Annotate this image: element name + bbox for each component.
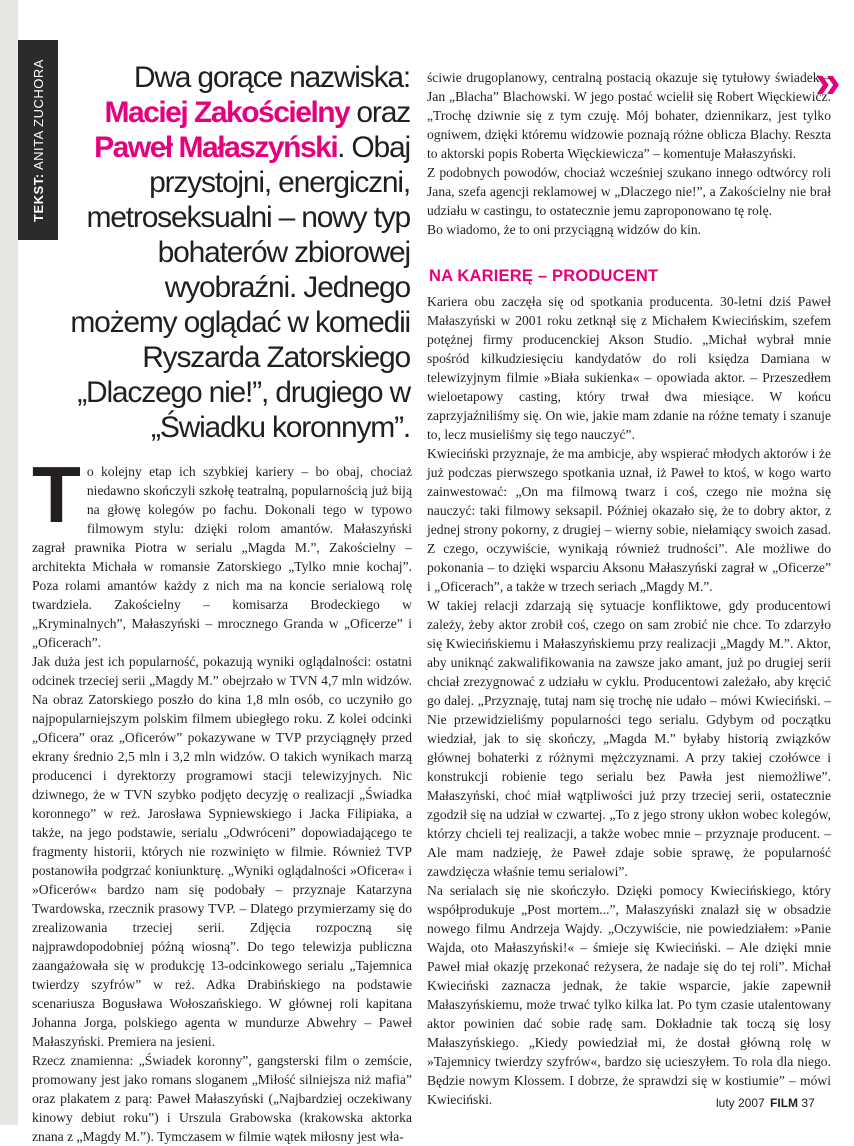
right-column-top bbox=[427, 68, 831, 239]
body-paragraph: Na serialach się nie skończyło. Dzięki pomocy Kwiecińskiego, który współprodukuje „Post mortem...”, Małaszyński znalazł się w obsadzie nowego filmu Andrzeja Wajdy. „Oczywiście, nie powiedziałem: »Panie Wajda, oto Małaszyński!« – śmieje się Kwieciński. – Ale dzięki mnie Paweł miał okazję przekonać reżysera, że nadaje się do tej roli”. Michał Kwieciński zaznacza jednak, że takie wsparcie, jakie zapewnił Małaszyńskiemu, może trwać tylko kilka lat. Po tym czasie utalentowany aktor powinien dać sobie radę sam. Dokładnie tak toczą się losy Małaszyńskiego. „Kiedy powiedział mi, że dostał główną rolę w »Tajemnicy twierdzy szyfrów«, bardzo się ucieszyłem. To rola dla niego. Będzie nowym Klossem. I dobrze, że sprawdzi się w kostiumie” – mówi Kwieciński. bbox=[427, 883, 831, 1107]
author-tab bbox=[18, 40, 58, 240]
next-page-arrows-icon[interactable]: » bbox=[815, 55, 841, 107]
name-malaszynski: Paweł Małaszyński bbox=[94, 131, 338, 164]
body-paragraph: W takiej relacji zdarzają się sytuacje konfliktowe, gdy producentowi zależy, żeby aktor zrobił coś, czego on sam zrobić nie chce. To zdarzyło się Kwiecińskiemu i Małaszyńskiemu przy realizacji „Magdy M.”. Aktor, aby uniknąć zakwalifikowania na zawsze jako amant, już po drugiej serii chciał zrezygnować z udziału w cyklu. Producentowi zależało, aby kręcić go dalej. „Przyznaję, tutaj nam się trochę nie udało – mówi Kwieciński. – Nie przewidzieliśmy popularności tego serialu. Gdybym od początku wiedział, jak to się skończy, „Magda M.” byłaby historią związków głównej bohaterki z różnymi mężczyznami. A przy takiej czołówce i konstrukcji robienie tego serialu bez Pawła jest niemożliwe”. Małaszyński, choć miał wątpliwości już przy trzeciej serii, ostatecznie zgodził się na udział w czwartej. „To z jego strony ukłon wobec kolegów, którzy chcieli tej realizacji, a także wobec mnie – przyznaje producent. – Ale mam nadzieję, że Paweł zdaje sobie sprawę, że popularność zawdzięcza właśnie temu serialowi”. bbox=[427, 598, 831, 879]
page-footer bbox=[716, 1096, 815, 1110]
issue-date: luty 2007 bbox=[716, 1096, 765, 1110]
page-edge-strip bbox=[0, 0, 18, 1125]
name-zakoscielny: Maciej Zakościelny bbox=[104, 96, 350, 129]
first-paragraph: To kolejny etap ich szybkiej kariery – bo obaj, chociaż niedawno skończyli szkołę teatralną, popularnością już biją na głowę kolegów po fachu. Dokonali tego w typowo filmowym stylu: dzięki rolom amantów. Małaszyński zagrał prawnika Piotra w serialu „Magda M.”, Zakościelny – architekta Michała w romansie Zatorskiego „Tylko mnie kochaj”. Poza rolami amantów każdy z nich ma na koncie serialową rolę twardziela. Zakościelny – komisarza Brodeckiego w „Kryminalnych”, Małaszyński – mrocznego Granda w „Oficerze” i „Oficerach”. bbox=[32, 450, 412, 650]
body-paragraph: Rzecz znamienna: „Świadek koronny”, gangsterski film o zemście, promowany jest jako romans sloganem „Miłość silniejsza niż mafia” oraz plakatem z parą: Paweł Małaszyński („Najbardziej oczekiwany kinowy debiut roku”) i Urszula Grabowska (krakowska aktorka znana z „Magdy M.”). Tymczasem w filmie wątek miłosny jest wła- bbox=[32, 1053, 412, 1144]
body-paragraph: Jak duża jest ich popularność, pokazują wyniki oglądalności: ostatni odcinek trzeciej serii „Magdy M.” obejrzało w TVN 4,7 mln widzów. Na obraz Zatorskiego poszło do kina 1,8 mln osób, co uczyniło go najpopularniejszym polskim filmem ubiegłego roku. Z kolei odcinki „Oficera” oraz „Oficerów” pokazywane w TVP przyciągnęły przed ekrany średnio 2,5 mln i 3,2 mln widzów. O takich wynikach marzą producenci i dyrektorzy programowi stacji telewizyjnych. Nic dziwnego, że w TVN szybko podjęto decyzję o realizacji „Świadka koronnego” w reż. Jarosława Sypniewskiego i Jacka Filipiaka, a także, na jego podstawie, serialu „Odwróceni” dopowiadającego te fragmenty historii, których nie rozwinięto w filmie. Również TVP postanowiła podgrzać koniunkturę. „Wyniki oglądalności »Oficera« i »Oficerów« bardzo nam się podobały – przyznaje Katarzyna Twardowska, rzecznik prasowy TVP. – Dlatego przymierzamy się do zrealizowania trzeciej serii. Zdjęcia rozpoczną się najprawdopodobniej późną wiosną”. Do tego telewizja publiczna zaangażowała się w produkcję 13-odcinkowego serialu „Tajemnica twierdzy szyfrów” w reż. Adka Drabińskiego na podstawie scenariusza Bogusława Wołoszańskiego. W głównej roli kapitana Johanna Jorga, polskiego agenta w mundurze Abwehry – Paweł Małaszyński. Premiera na jesieni. bbox=[32, 654, 412, 1049]
body-paragraph: Z podobnych powodów, chociaż wcześniej szukano innego odtwórcy roli Jana, szefa agencji reklamowej w „Dlaczego nie!”, a Zakościelny nie brał udziału w castingu, to ostatecznie jemu zaproponowano tę rolę. bbox=[427, 165, 831, 218]
body-paragraph: Kwieciński przyznaje, że ma ambicje, aby wspierać młodych aktorów i że już podczas pierwszego spotkania uznał, iż Paweł to ktoś, w kogo warto zainwestować: „On ma filmową twarz i coś, czego nie można się nauczyć: taki filmowy seksapil. Później okazało się, że to dobry aktor, z jednej strony pokorny, z drugiej – wierny sobie, niełamiący swoich zasad. Z czego, oczywiście, wynikają również trudności”. Ale możliwe do pokonania – to dzięki wsparciu Aksonu Małaszyński zagrał w „Oficerze” i „Oficerach”, a także w trzech seriach „Magdy M.”. bbox=[427, 446, 831, 594]
dropcap-letter: T bbox=[32, 450, 81, 539]
right-column-body bbox=[427, 292, 831, 1109]
lead-paragraph: Dwa gorące nazwiska: Maciej Zakościelny oraz Paweł Małaszyński. Obaj przystojni, energiczni, metroseksualni – nowy typ bohaterów zbiorowej wyobraźni. Jednego możemy oglądać w komedii Ryszarda Zatorskiego „Dlaczego nie!”, drugiego w „Świadku koronnym”. bbox=[70, 61, 410, 444]
author-credit: TEKST: ANITA ZUCHORA bbox=[30, 58, 46, 222]
page-number: 37 bbox=[801, 1096, 815, 1110]
body-paragraph: Kariera obu zaczęła się od spotkania producenta. 30-letni dziś Paweł Małaszyński w 2001 roku zetknął się z Michałem Kwiecińskim, szefem potężnej firmy producenckiej Akson Studio. „Michał wybrał mnie spośród kilkudziesięciu kandydatów do roli księdza Damiana w telewizyjnym filmie »Biała sukienka« – opowiada aktor. – Przeszedłem wieloetapowy casting, który trwał dwa miesiące. W końcu zaprzyjaźniliśmy się. On wie, jakie mam zdanie na różne tematy i szanuje to, lecz musieliśmy się tego nauczyć”. bbox=[427, 294, 831, 442]
left-column bbox=[32, 450, 412, 1146]
body-paragraph: Bo wiadomo, że to oni przyciągną widzów do kin. bbox=[427, 222, 702, 237]
magazine-name: FILM bbox=[770, 1096, 799, 1110]
section-heading: NA KARIERĘ – PRODUCENT bbox=[429, 267, 659, 285]
body-paragraph: ściwie drugoplanowy, centralną postacią okazuje się tytułowy świadek – Jan „Blacha” Blachowski. W jego postać wcielił się Robert Więckiewicz. „Trochę dziwnie się z tym czuję. Mój bohater, dziennikarz, jest tylko ogniwem, dzięki któremu widzowie poznają różne oblicza Blachy. Reszta to aktorski popis Roberta Więckiewicza” – komentuje Małaszyński. bbox=[427, 70, 831, 161]
